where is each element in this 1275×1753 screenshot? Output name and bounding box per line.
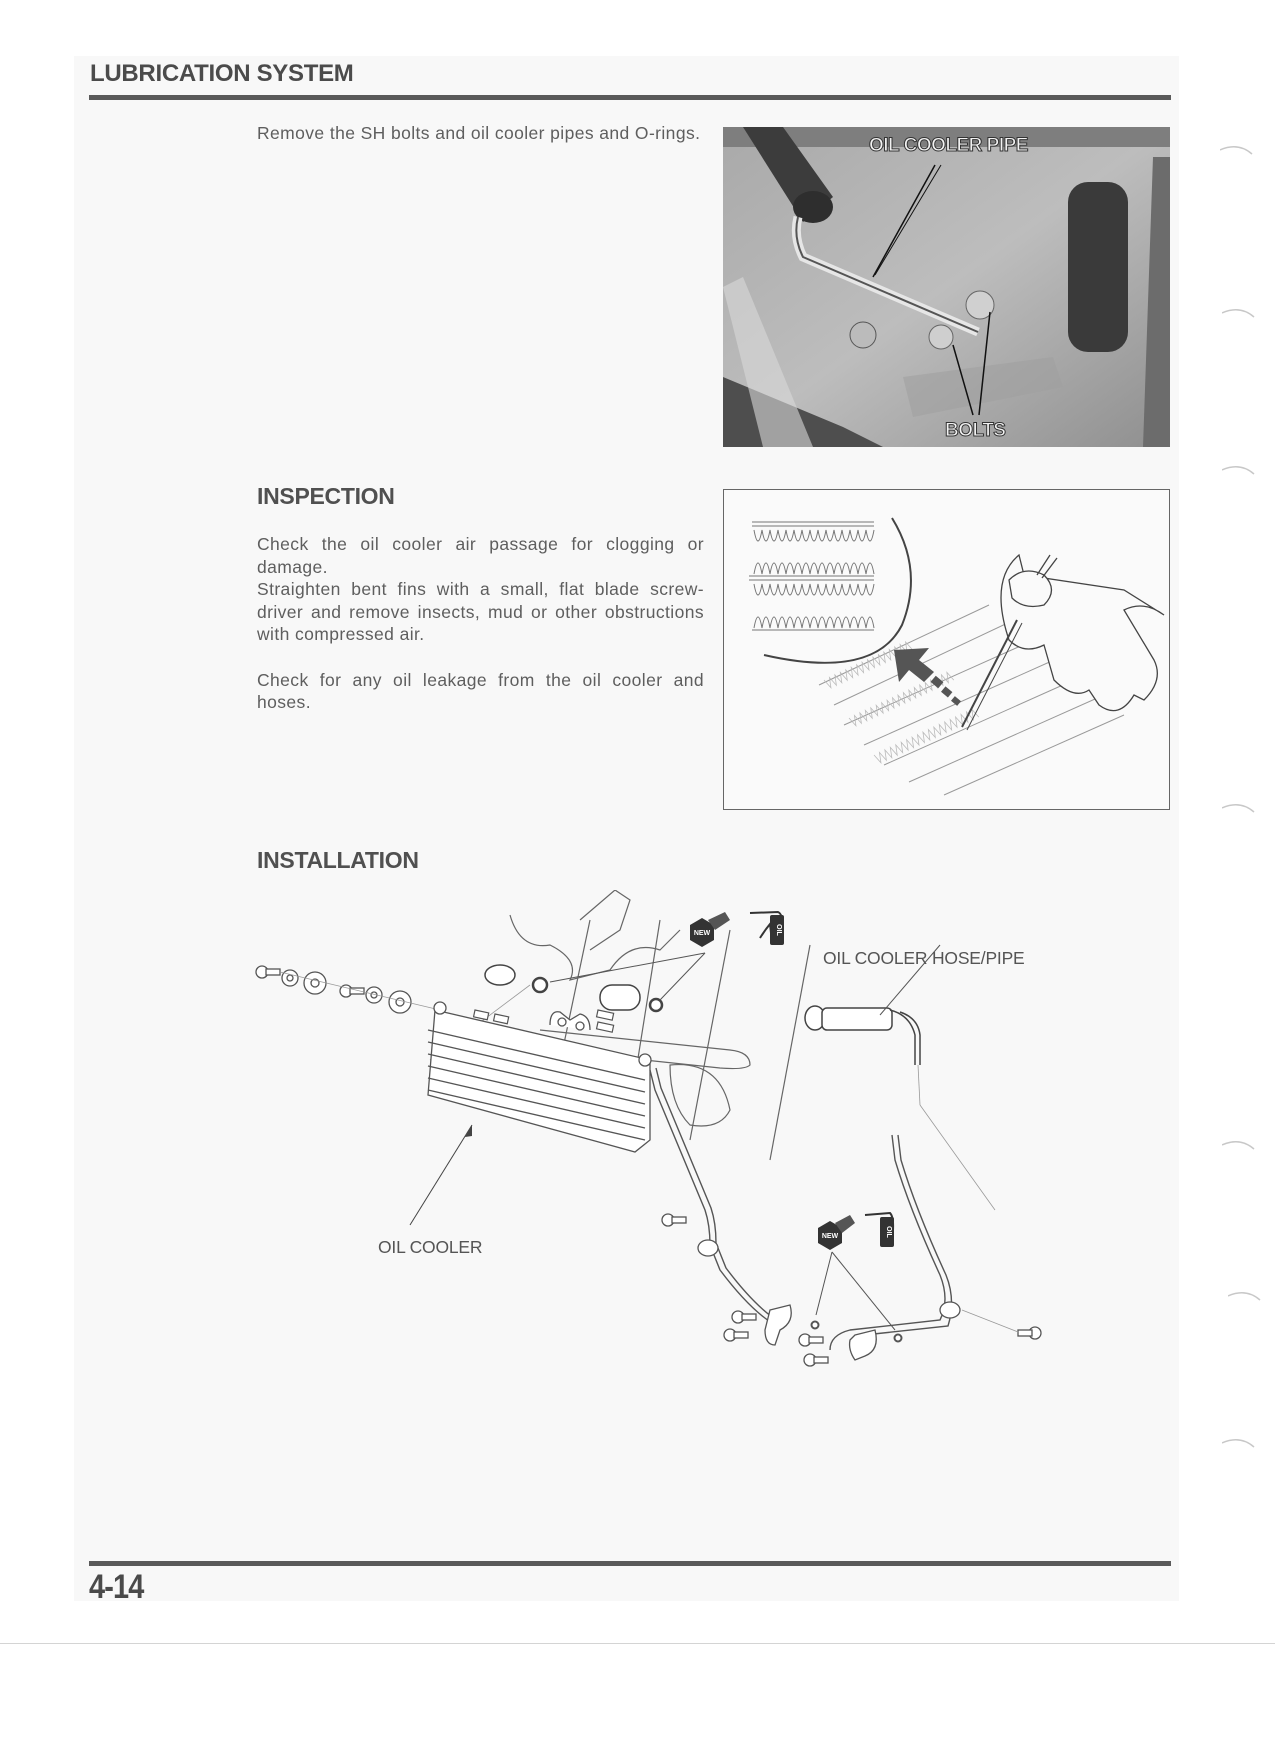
oil-cooler-unit bbox=[428, 1002, 651, 1152]
oil-cooler-callout: OIL COOLER bbox=[378, 1237, 483, 1257]
bolt-icon bbox=[804, 1354, 828, 1366]
binder-hole-mark bbox=[1222, 800, 1256, 814]
exploded-view-illustration bbox=[250, 890, 1170, 1510]
removal-paragraph: Remove the SH bolts and oil cooler pipes and O-rings. bbox=[257, 123, 701, 143]
inspection-text bbox=[257, 533, 704, 714]
banjo-fitting bbox=[485, 965, 662, 1011]
inspection-paragraph: Check the oil cooler air passage for clogging or damage. bbox=[257, 534, 704, 577]
removal-photo bbox=[723, 127, 1170, 447]
scan-edge-line bbox=[0, 1643, 1275, 1644]
oil-cooler-hose-pipe-callout: OIL COOLER HOSE/PIPE bbox=[823, 948, 1025, 968]
screwdriver-hand-icon bbox=[962, 555, 1164, 730]
binder-hole-mark bbox=[1220, 142, 1254, 156]
header-rule bbox=[89, 95, 1171, 100]
magnifier-circle bbox=[764, 518, 911, 663]
washer-icon bbox=[366, 987, 382, 1003]
oil-cooler-pipe-label: OIL COOLER PIPE bbox=[869, 135, 1028, 156]
removal-instruction bbox=[257, 122, 704, 145]
o-ring-icon bbox=[812, 1322, 819, 1329]
new-label: NEW bbox=[821, 1233, 839, 1240]
inspection-heading: INSPECTION bbox=[257, 483, 395, 509]
new-parts-symbol bbox=[690, 912, 730, 947]
engine-photo-illustration bbox=[723, 127, 1170, 447]
binder-hole-mark bbox=[1222, 1137, 1256, 1151]
binder-hole-mark bbox=[1222, 1435, 1256, 1449]
inspection-paragraph: Check for any oil leakage from the oil cooler and hoses. bbox=[257, 669, 704, 712]
oil-label: OIL bbox=[885, 1226, 892, 1238]
bolt-icon bbox=[256, 966, 280, 978]
grommet-icon bbox=[304, 972, 326, 994]
o-ring-icon bbox=[533, 978, 547, 992]
o-ring-icon bbox=[895, 1335, 902, 1342]
bolt-icon bbox=[724, 1329, 748, 1341]
bolts-label: BOLTS bbox=[945, 420, 1006, 441]
page-number: 4-14 bbox=[89, 1568, 144, 1606]
washer-icon bbox=[282, 970, 298, 986]
binder-hole-mark bbox=[1222, 305, 1256, 319]
installation-heading: INSTALLATION bbox=[257, 847, 419, 873]
binder-hole-mark bbox=[1228, 1288, 1262, 1302]
oil-label: OIL bbox=[775, 924, 782, 936]
oil-cooler-hose bbox=[805, 1006, 920, 1065]
oil-can-symbol bbox=[865, 1213, 894, 1247]
oil-cooler-exploded-diagram bbox=[250, 890, 1170, 1510]
bolt-icon bbox=[662, 1214, 686, 1226]
footer-rule bbox=[89, 1561, 1171, 1566]
o-ring-icon bbox=[650, 999, 662, 1011]
new-label: NEW bbox=[693, 930, 711, 937]
magnified-fins-icon bbox=[749, 522, 874, 630]
fin-straightening-illustration bbox=[724, 490, 1168, 808]
binder-hole-mark bbox=[1222, 462, 1256, 476]
bolt-icon bbox=[732, 1311, 756, 1323]
oil-can-symbol bbox=[750, 912, 784, 945]
section-title: LUBRICATION SYSTEM bbox=[90, 60, 354, 87]
bolts-washers-set bbox=[256, 966, 411, 1013]
bolt-icon bbox=[1018, 1327, 1041, 1339]
new-parts-symbol bbox=[818, 1215, 855, 1250]
inspection-paragraph: Straighten bent fins with a small, flat blade screw-driver and remove insects, mud or other obstructions with compressed air. bbox=[257, 579, 704, 644]
fin-straightening-figure bbox=[723, 489, 1170, 810]
bolt-icon bbox=[799, 1334, 823, 1346]
